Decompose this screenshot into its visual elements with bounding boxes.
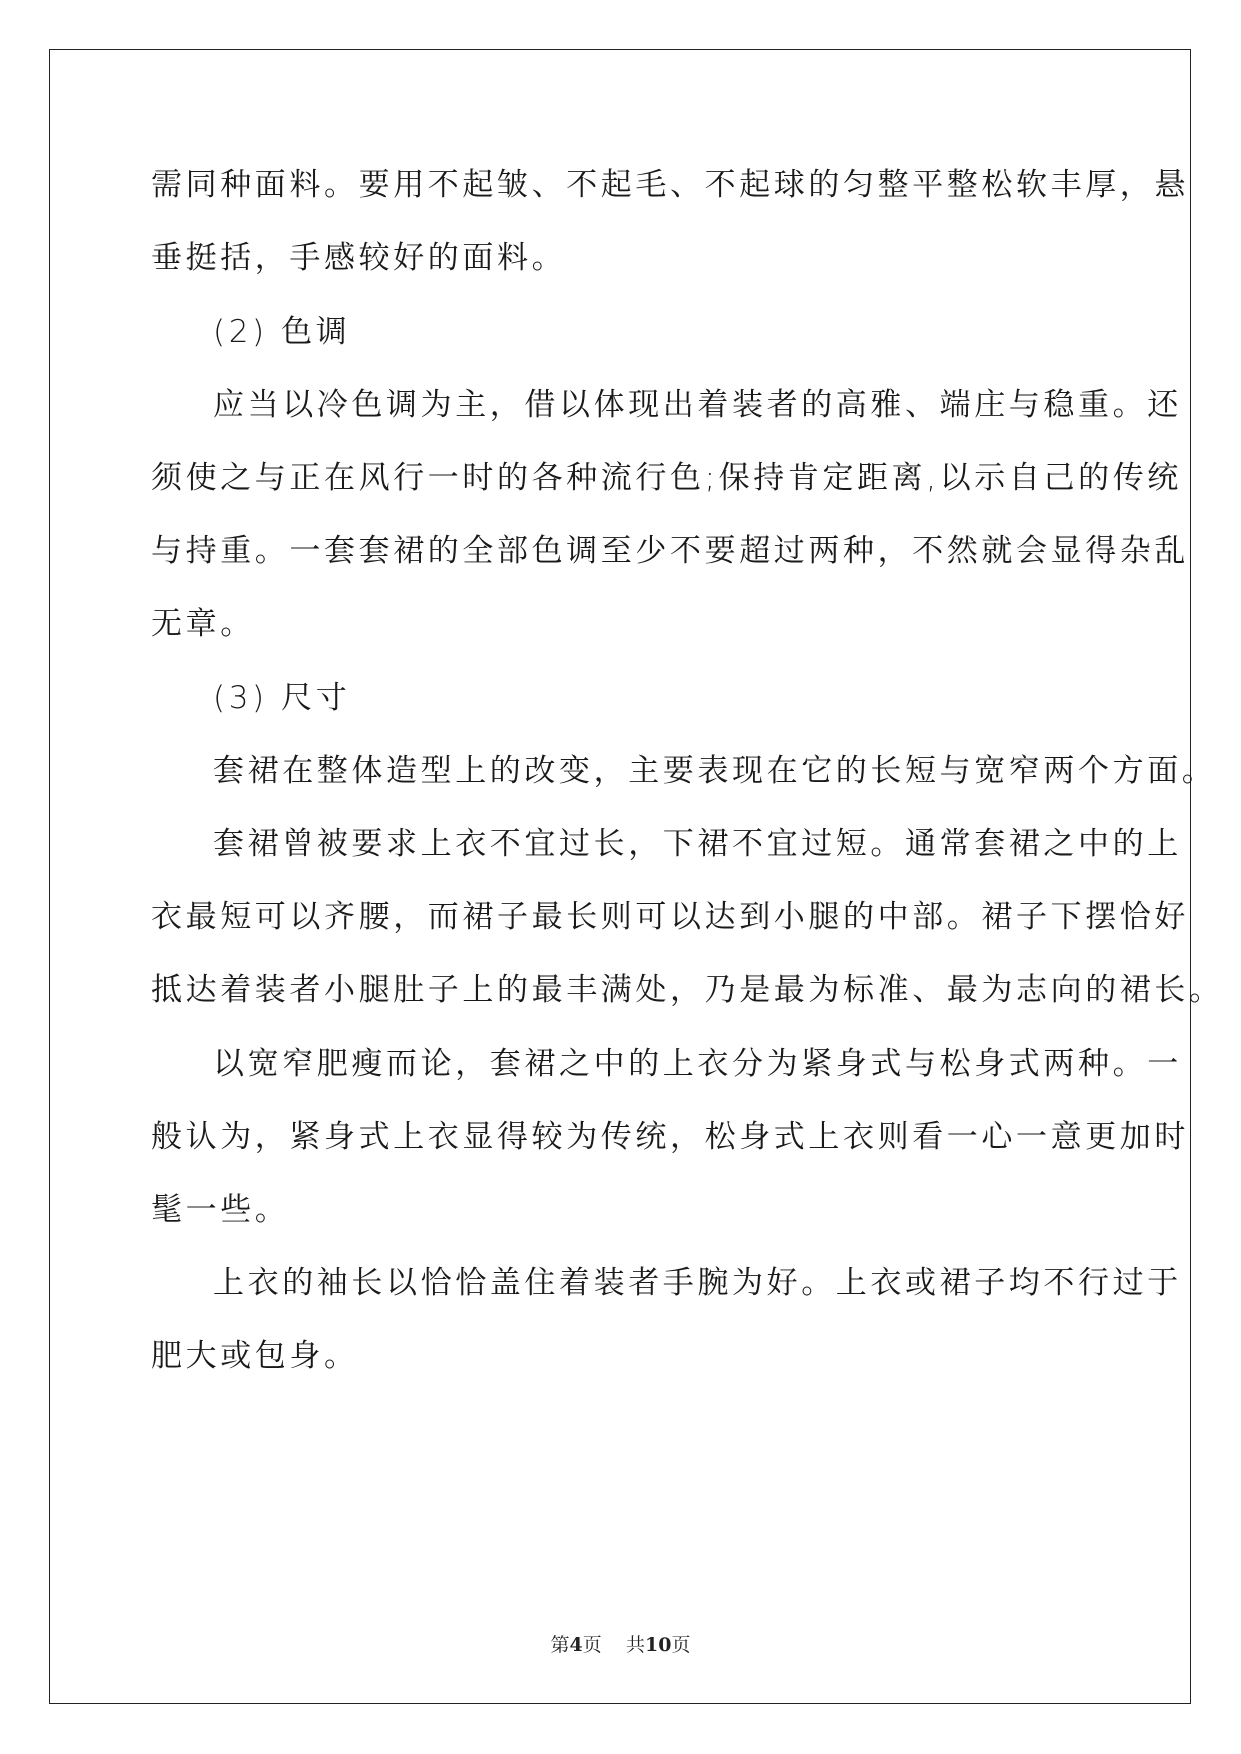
text-line: 衣最短可以齐腰，而裙子最长则可以达到小腿的中部。裙子下摆恰好	[151, 899, 1189, 935]
text-line: 肥大或包身。	[151, 1338, 359, 1374]
text-line: 上衣的袖长以恰恰盖住着装者手腕为好。上衣或裙子均不行过于	[213, 1265, 1182, 1301]
section-heading: (2) 色调	[213, 314, 351, 350]
text-line: 垂挺括，手感较好的面料。	[151, 240, 567, 276]
page-border	[49, 49, 1191, 1704]
text-line: 般认为，紧身式上衣显得较为传统，松身式上衣则看一心一意更加时	[151, 1119, 1189, 1155]
total-suffix: 页	[671, 1634, 691, 1656]
page-footer	[0, 1630, 1241, 1657]
section-heading: (3) 尺寸	[213, 680, 351, 716]
text-line: 需同种面料。要用不起皱、不起毛、不起球的匀整平整松软丰厚，悬	[151, 167, 1189, 203]
page-number: 4	[569, 1634, 583, 1656]
text-line: 与持重。一套套裙的全部色调至少不要超过两种，不然就会显得杂乱	[151, 533, 1189, 569]
total-pages: 10	[644, 1634, 672, 1656]
text-line: 须使之与正在风行一时的各种流行色;保持肯定距离,以示自己的传统	[151, 460, 1182, 496]
text-line: 套裙在整体造型上的改变，主要表现在它的长短与宽窄两个方面。	[213, 753, 1217, 789]
text-line: 以宽窄肥瘦而论，套裙之中的上衣分为紧身式与松身式两种。一	[213, 1046, 1182, 1082]
page-suffix: 页	[582, 1634, 602, 1656]
text-line: 应当以冷色调为主，借以体现出着装者的高雅、端庄与稳重。还	[213, 387, 1182, 423]
text-line: 髦一些。	[151, 1192, 290, 1228]
text-line: 抵达着装者小腿肚子上的最丰满处，乃是最为标准、最为志向的裙长。	[151, 972, 1224, 1008]
total-prefix: 共	[625, 1634, 645, 1656]
text-line: 无章。	[151, 606, 255, 642]
text-line: 套裙曾被要求上衣不宜过长，下裙不宜过短。通常套裙之中的上	[213, 826, 1182, 862]
page-prefix: 第	[550, 1634, 570, 1656]
